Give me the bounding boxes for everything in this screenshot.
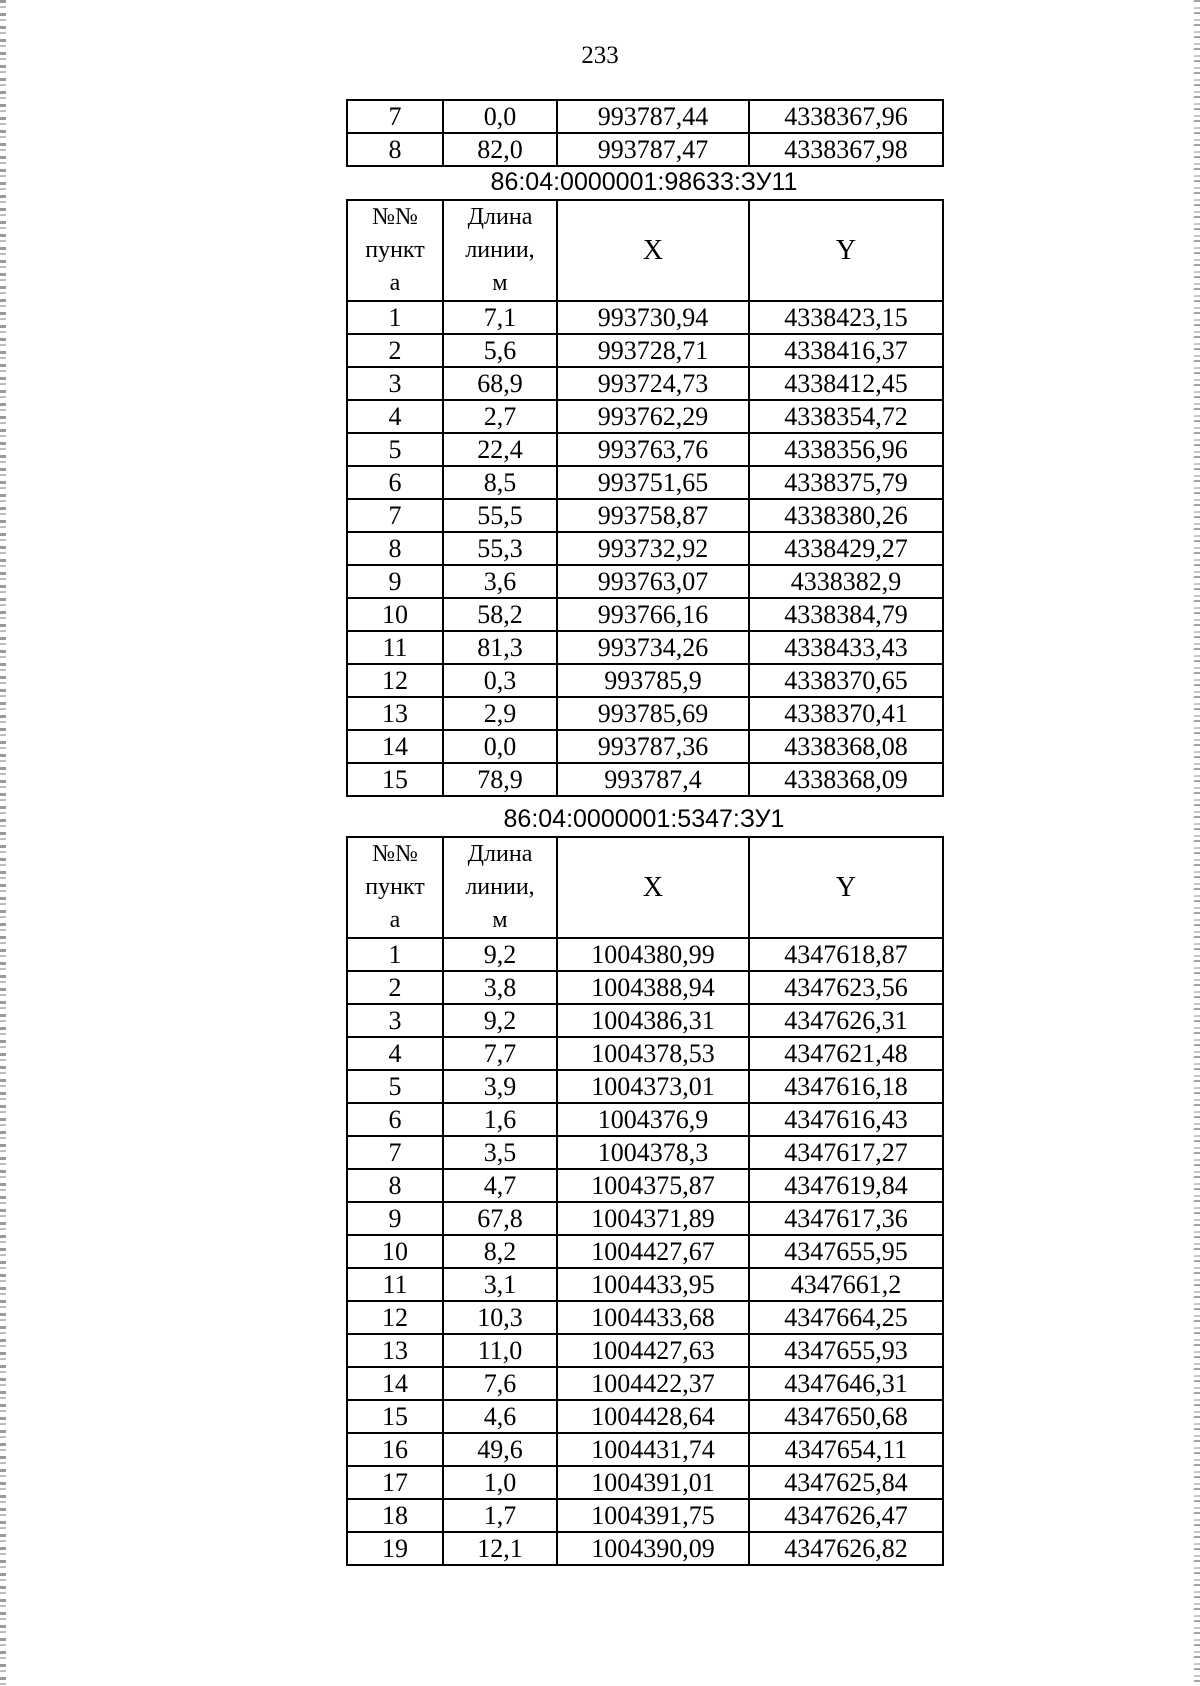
header-y: Y — [749, 837, 943, 938]
header-line-length: Длина линии, м — [443, 200, 557, 301]
cell-point-no: 15 — [347, 1400, 443, 1433]
cell-point-no: 3 — [347, 1004, 443, 1037]
cell-point-no: 14 — [347, 730, 443, 763]
table-row — [347, 1070, 943, 1103]
table-row — [347, 334, 943, 367]
cell-line-length: 82,0 — [443, 133, 557, 166]
cell-point-no: 14 — [347, 1367, 443, 1400]
cell-point-no: 1 — [347, 938, 443, 971]
cell-line-length: 0,0 — [443, 730, 557, 763]
cell-point-no: 8 — [347, 133, 443, 166]
cell-y: 4338416,37 — [749, 334, 943, 367]
section-block-2 — [346, 803, 942, 1566]
cell-y: 4347621,48 — [749, 1037, 943, 1070]
header-x: X — [557, 837, 749, 938]
cell-x: 993751,65 — [557, 466, 749, 499]
cell-x: 1004376,9 — [557, 1103, 749, 1136]
table-row — [347, 100, 943, 133]
cell-point-no: 13 — [347, 697, 443, 730]
header-point-no: №№ пункт а — [347, 200, 443, 301]
table-header-row — [347, 200, 943, 301]
cell-y: 4338367,98 — [749, 133, 943, 166]
table-row — [347, 1367, 943, 1400]
cell-point-no: 11 — [347, 1268, 443, 1301]
cell-y: 4347654,11 — [749, 1433, 943, 1466]
cell-x: 1004422,37 — [557, 1367, 749, 1400]
cell-point-no: 2 — [347, 334, 443, 367]
cell-y: 4338423,15 — [749, 301, 943, 334]
cell-x: 993762,29 — [557, 400, 749, 433]
cell-y: 4347619,84 — [749, 1169, 943, 1202]
cell-line-length: 3,5 — [443, 1136, 557, 1169]
cell-x: 1004388,94 — [557, 971, 749, 1004]
header-line-length: Длина линии, м — [443, 837, 557, 938]
cell-line-length: 1,6 — [443, 1103, 557, 1136]
cell-point-no: 12 — [347, 1301, 443, 1334]
cell-y: 4338354,72 — [749, 400, 943, 433]
cell-line-length: 0,0 — [443, 100, 557, 133]
cell-line-length: 8,2 — [443, 1235, 557, 1268]
cell-line-length: 67,8 — [443, 1202, 557, 1235]
cell-line-length: 8,5 — [443, 466, 557, 499]
cell-x: 993758,87 — [557, 499, 749, 532]
table-row — [347, 1433, 943, 1466]
cell-y: 4347623,56 — [749, 971, 943, 1004]
cell-y: 4347646,31 — [749, 1367, 943, 1400]
table-row — [347, 532, 943, 565]
cell-x: 1004433,68 — [557, 1301, 749, 1334]
cell-x: 993732,92 — [557, 532, 749, 565]
cell-y: 4347655,93 — [749, 1334, 943, 1367]
cell-point-no: 4 — [347, 1037, 443, 1070]
section-block-1 — [346, 166, 942, 797]
cell-line-length: 49,6 — [443, 1433, 557, 1466]
cell-y: 4347618,87 — [749, 938, 943, 971]
cell-point-no: 5 — [347, 1070, 443, 1103]
cell-x: 993734,26 — [557, 631, 749, 664]
cell-y: 4347650,68 — [749, 1400, 943, 1433]
cell-point-no: 10 — [347, 598, 443, 631]
cell-y: 4347661,2 — [749, 1268, 943, 1301]
cell-point-no: 7 — [347, 1136, 443, 1169]
coordinates-table — [346, 199, 944, 797]
table-row — [347, 1136, 943, 1169]
cell-line-length: 3,8 — [443, 971, 557, 1004]
coordinates-table — [346, 836, 944, 1566]
header-x: X — [557, 200, 749, 301]
cell-line-length: 2,9 — [443, 697, 557, 730]
cell-x: 993763,07 — [557, 565, 749, 598]
cell-y: 4347616,18 — [749, 1070, 943, 1103]
cell-x: 1004380,99 — [557, 938, 749, 971]
cell-y: 4338429,27 — [749, 532, 943, 565]
table-row — [347, 1334, 943, 1367]
cell-x: 1004427,67 — [557, 1235, 749, 1268]
cell-x: 993787,44 — [557, 100, 749, 133]
cell-x: 1004431,74 — [557, 1433, 749, 1466]
table-row — [347, 1169, 943, 1202]
section-caption: 86:04:0000001:5347:ЗУ1 — [503, 805, 785, 833]
table-row — [347, 433, 943, 466]
table-row — [347, 598, 943, 631]
cell-line-length: 58,2 — [443, 598, 557, 631]
cell-point-no: 6 — [347, 466, 443, 499]
table-row — [347, 301, 943, 334]
cell-line-length: 4,7 — [443, 1169, 557, 1202]
table-row — [347, 1202, 943, 1235]
cell-point-no: 15 — [347, 763, 443, 796]
table-row — [347, 664, 943, 697]
cell-point-no: 18 — [347, 1499, 443, 1532]
cell-x: 993728,71 — [557, 334, 749, 367]
cell-x: 1004375,87 — [557, 1169, 749, 1202]
cell-x: 993763,76 — [557, 433, 749, 466]
table-header-row — [347, 837, 943, 938]
cell-x: 993785,69 — [557, 697, 749, 730]
table-row — [347, 367, 943, 400]
cell-y: 4347664,25 — [749, 1301, 943, 1334]
cell-point-no: 4 — [347, 400, 443, 433]
cell-y: 4338370,41 — [749, 697, 943, 730]
cell-point-no: 8 — [347, 532, 443, 565]
table-row — [347, 466, 943, 499]
cell-y: 4338380,26 — [749, 499, 943, 532]
table-row — [347, 133, 943, 166]
table-row — [347, 938, 943, 971]
cell-x: 1004371,89 — [557, 1202, 749, 1235]
cell-x: 1004428,64 — [557, 1400, 749, 1433]
cell-x: 1004378,53 — [557, 1037, 749, 1070]
cell-y: 4338412,45 — [749, 367, 943, 400]
table-row — [347, 1103, 943, 1136]
cell-line-length: 9,2 — [443, 1004, 557, 1037]
cell-line-length: 81,3 — [443, 631, 557, 664]
cell-point-no: 8 — [347, 1169, 443, 1202]
continuation-table-block — [346, 99, 942, 167]
cell-line-length: 12,1 — [443, 1532, 557, 1565]
cell-point-no: 9 — [347, 565, 443, 598]
cell-x: 993787,36 — [557, 730, 749, 763]
table-row — [347, 1532, 943, 1565]
cell-y: 4347616,43 — [749, 1103, 943, 1136]
cell-point-no: 7 — [347, 499, 443, 532]
table-row — [347, 1268, 943, 1301]
cell-y: 4347617,36 — [749, 1202, 943, 1235]
table-row — [347, 1037, 943, 1070]
cell-point-no: 6 — [347, 1103, 443, 1136]
cell-x: 993787,47 — [557, 133, 749, 166]
cell-x: 1004378,3 — [557, 1136, 749, 1169]
cell-x: 993787,4 — [557, 763, 749, 796]
scan-edge-left — [0, 0, 6, 1686]
page-number: 233 — [581, 42, 619, 69]
cell-line-length: 22,4 — [443, 433, 557, 466]
cell-point-no: 2 — [347, 971, 443, 1004]
table-row — [347, 1301, 943, 1334]
cell-point-no: 10 — [347, 1235, 443, 1268]
cell-point-no: 16 — [347, 1433, 443, 1466]
header-y: Y — [749, 200, 943, 301]
cell-line-length: 78,9 — [443, 763, 557, 796]
table-row — [347, 499, 943, 532]
cell-y: 4347626,47 — [749, 1499, 943, 1532]
cell-line-length: 68,9 — [443, 367, 557, 400]
cell-x: 1004427,63 — [557, 1334, 749, 1367]
cell-x: 1004433,95 — [557, 1268, 749, 1301]
cell-x: 1004391,01 — [557, 1466, 749, 1499]
cell-x: 1004391,75 — [557, 1499, 749, 1532]
cell-line-length: 2,7 — [443, 400, 557, 433]
cell-point-no: 7 — [347, 100, 443, 133]
cell-line-length: 55,3 — [443, 532, 557, 565]
cell-point-no: 12 — [347, 664, 443, 697]
cell-x: 993785,9 — [557, 664, 749, 697]
table-row — [347, 400, 943, 433]
cell-line-length: 10,3 — [443, 1301, 557, 1334]
table-row — [347, 631, 943, 664]
cell-line-length: 55,5 — [443, 499, 557, 532]
cell-y: 4347625,84 — [749, 1466, 943, 1499]
cell-y: 4347655,95 — [749, 1235, 943, 1268]
cell-y: 4338356,96 — [749, 433, 943, 466]
cell-point-no: 3 — [347, 367, 443, 400]
table-row — [347, 565, 943, 598]
cell-x: 1004390,09 — [557, 1532, 749, 1565]
table-row — [347, 1466, 943, 1499]
header-point-no: №№ пункт а — [347, 837, 443, 938]
cell-y: 4338433,43 — [749, 631, 943, 664]
table-row — [347, 1400, 943, 1433]
cell-y: 4347626,31 — [749, 1004, 943, 1037]
cell-y: 4338368,08 — [749, 730, 943, 763]
cell-line-length: 3,1 — [443, 1268, 557, 1301]
cell-point-no: 9 — [347, 1202, 443, 1235]
table-row — [347, 763, 943, 796]
cell-line-length: 5,6 — [443, 334, 557, 367]
cell-x: 993730,94 — [557, 301, 749, 334]
cell-y: 4338367,96 — [749, 100, 943, 133]
scan-edge-right — [1194, 0, 1200, 1686]
section-caption: 86:04:0000001:98633:ЗУ11 — [490, 168, 798, 196]
cell-line-length: 1,0 — [443, 1466, 557, 1499]
cell-line-length: 3,6 — [443, 565, 557, 598]
continuation-table — [346, 99, 944, 167]
cell-line-length: 7,1 — [443, 301, 557, 334]
cell-line-length: 4,6 — [443, 1400, 557, 1433]
cell-line-length: 7,6 — [443, 1367, 557, 1400]
cell-point-no: 1 — [347, 301, 443, 334]
cell-point-no: 13 — [347, 1334, 443, 1367]
table-row — [347, 1235, 943, 1268]
cell-point-no: 11 — [347, 631, 443, 664]
table-row — [347, 971, 943, 1004]
cell-point-no: 5 — [347, 433, 443, 466]
cell-x: 993724,73 — [557, 367, 749, 400]
cell-x: 1004386,31 — [557, 1004, 749, 1037]
table-row — [347, 730, 943, 763]
cell-x: 1004373,01 — [557, 1070, 749, 1103]
cell-y: 4347617,27 — [749, 1136, 943, 1169]
cell-point-no: 17 — [347, 1466, 443, 1499]
cell-x: 993766,16 — [557, 598, 749, 631]
cell-line-length: 0,3 — [443, 664, 557, 697]
table-row — [347, 1499, 943, 1532]
cell-line-length: 9,2 — [443, 938, 557, 971]
cell-line-length: 7,7 — [443, 1037, 557, 1070]
cell-line-length: 11,0 — [443, 1334, 557, 1367]
cell-y: 4338368,09 — [749, 763, 943, 796]
cell-line-length: 3,9 — [443, 1070, 557, 1103]
cell-y: 4338370,65 — [749, 664, 943, 697]
table-row — [347, 697, 943, 730]
cell-line-length: 1,7 — [443, 1499, 557, 1532]
cell-y: 4338382,9 — [749, 565, 943, 598]
cell-y: 4347626,82 — [749, 1532, 943, 1565]
cell-y: 4338375,79 — [749, 466, 943, 499]
cell-point-no: 19 — [347, 1532, 443, 1565]
cell-y: 4338384,79 — [749, 598, 943, 631]
table-row — [347, 1004, 943, 1037]
